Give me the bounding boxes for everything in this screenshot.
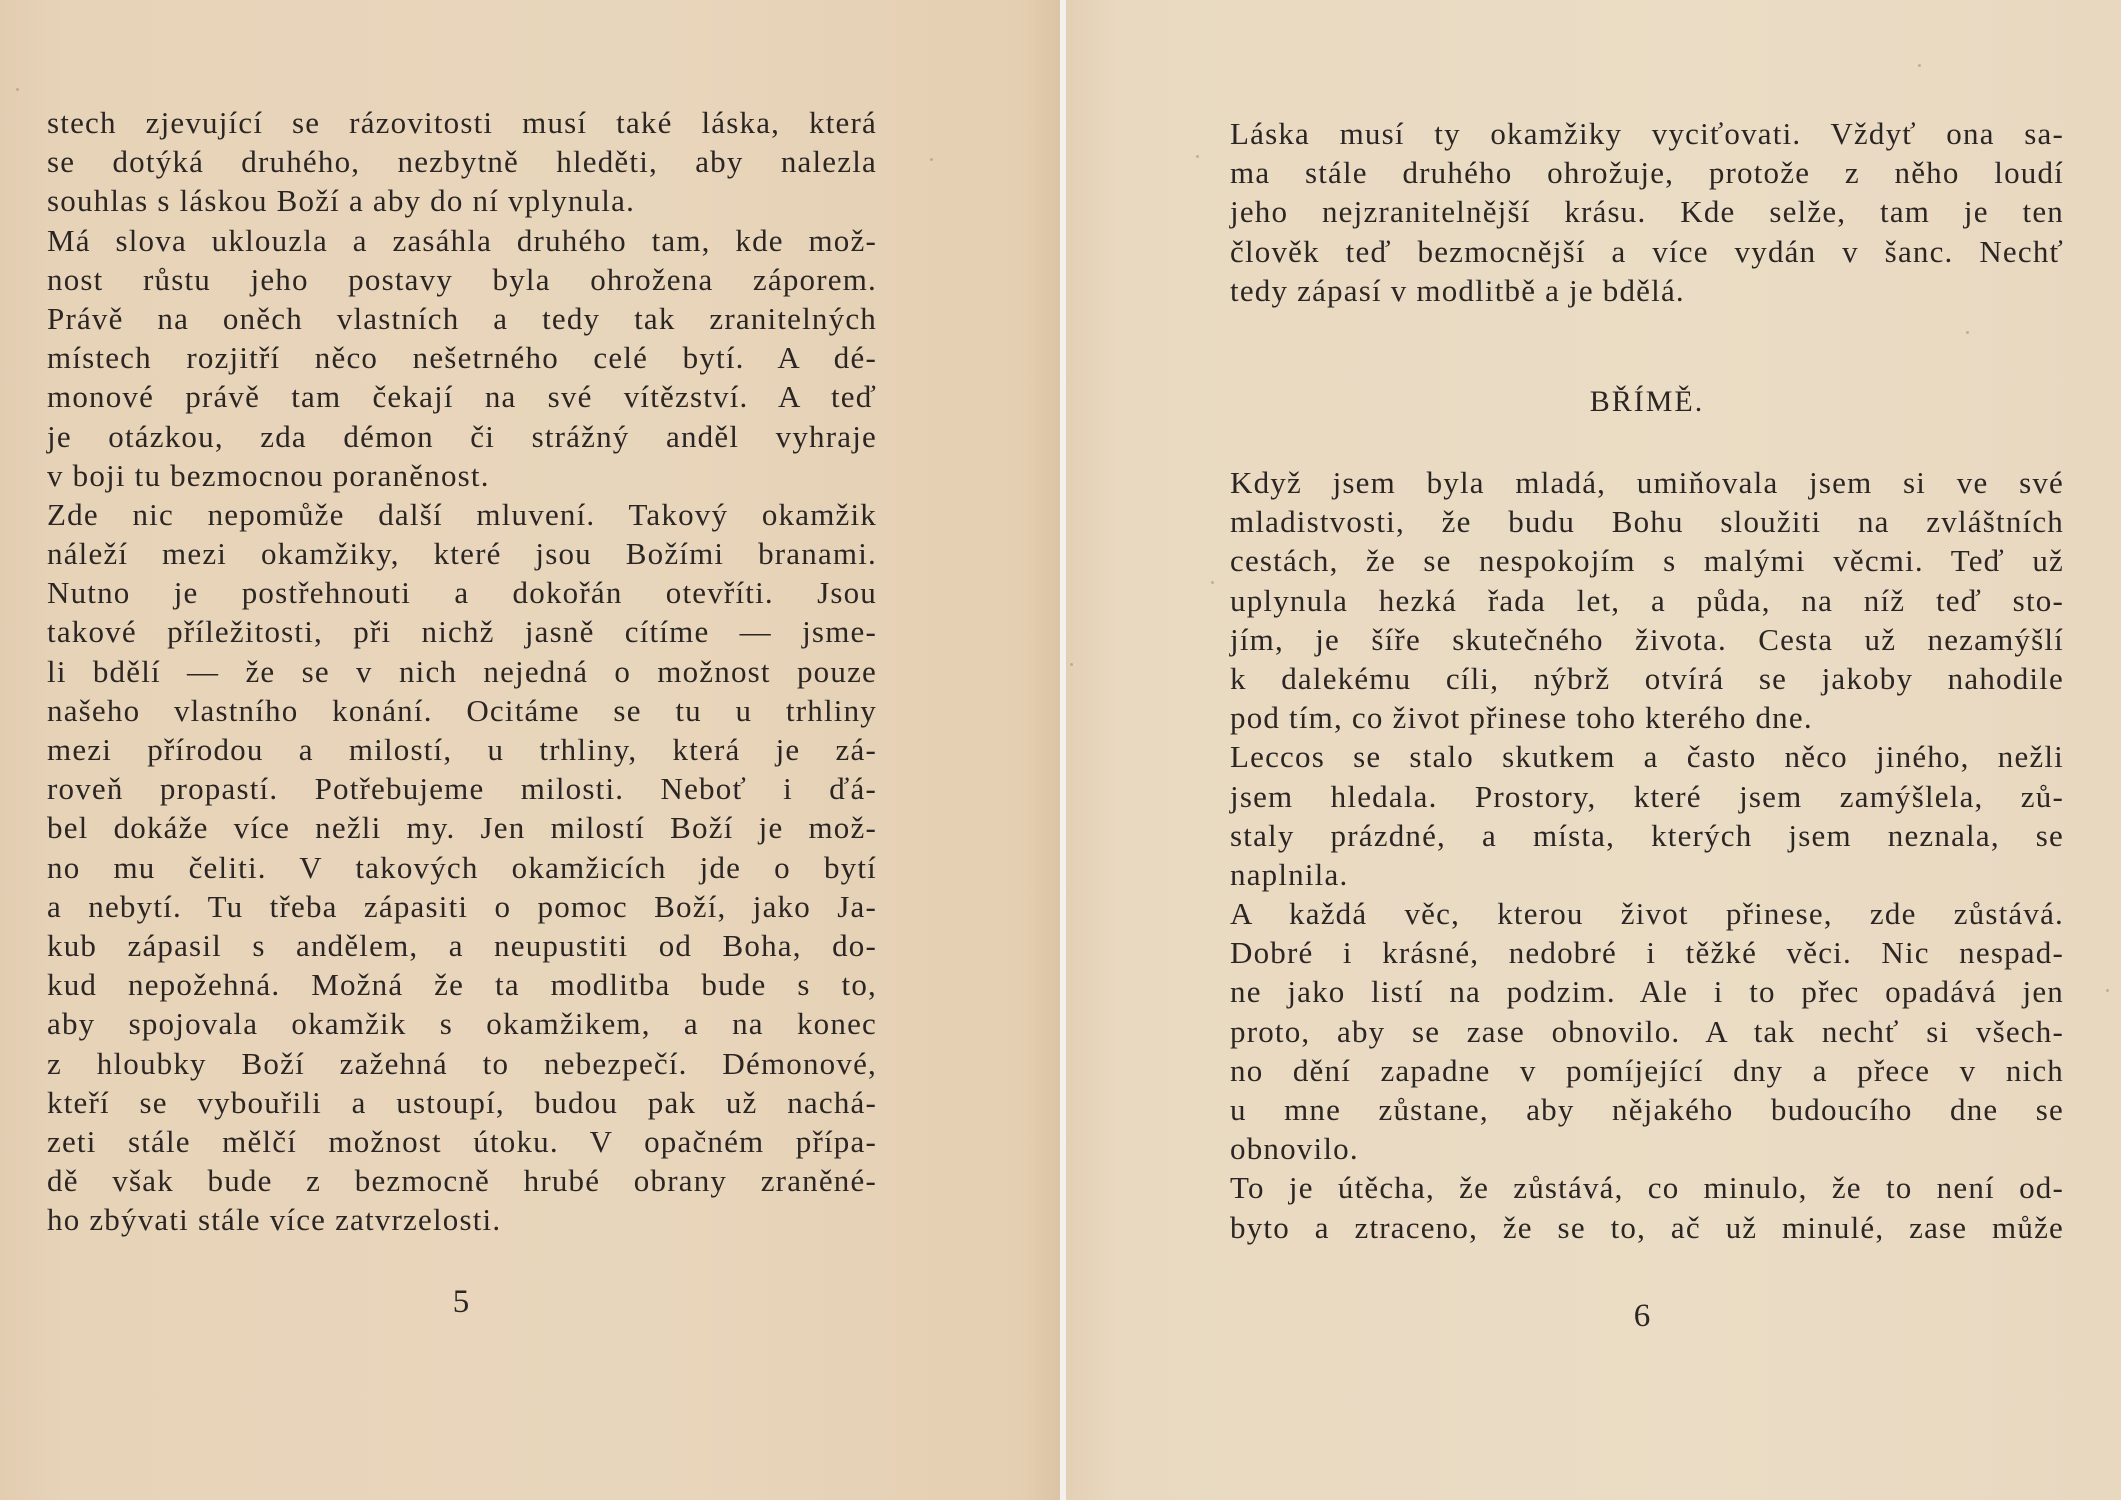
- paper-speck: [1196, 155, 1199, 158]
- text-line: mezi přírodou a milostí, u trhliny, která je zá-: [47, 732, 877, 767]
- text-line: Když jsem byla mladá, umiňovala jsem si ve své: [1230, 465, 2064, 500]
- paper-speck: [1918, 64, 1921, 67]
- text-line: jsem hledala. Prostory, které jsem zamýšlela, zů-: [1230, 778, 2064, 814]
- text-line: monové právě tam čekají na své vítězství. A teď: [47, 379, 877, 415]
- paper-speck: [1966, 331, 1969, 334]
- text-line: aby spojovala okamžik s okamžikem, a na konec: [47, 1006, 877, 1042]
- text-line: jím, je šíře skutečného života. Cesta už nezamýšlí: [1230, 621, 2064, 657]
- text-line: ne jako listí na podzim. Ale i to přec opadává jen: [1230, 974, 2064, 1010]
- text-line: kub zápasil s andělem, a neupustiti od Boha, do-: [47, 927, 877, 963]
- text-line: k dalekému cíli, nýbrž otvírá se jakoby nahodile: [1230, 660, 2064, 696]
- paper-speck: [16, 88, 19, 91]
- text-line: tedy zápasí v modlitbě a je bdělá.: [1230, 272, 1685, 308]
- text-line: Právě na oněch vlastních a tedy tak zranitelných: [47, 300, 877, 336]
- text-line: nost růstu jeho postavy byla ohrožena záporem.: [47, 261, 877, 297]
- text-line: ho zbývati stále více zatvrzelosti.: [47, 1202, 502, 1238]
- section-heading: BŘÍMĚ.: [1589, 385, 1705, 418]
- text-line: Leccos se stalo skutkem a často něco jiného, nežli: [1230, 739, 2064, 775]
- text-line: Nutno je postřehnouti a dokořán otevříti. Jsou: [47, 575, 877, 611]
- paper-speck: [1211, 581, 1214, 584]
- text-line: a nebytí. Tu třeba zápasiti o pomoc Boží, jako Ja-: [47, 888, 877, 924]
- text-line: náleží mezi okamžiky, které jsou Božími branami.: [47, 536, 877, 572]
- right-page-intro: [1230, 114, 2064, 310]
- text-line: obnovilo.: [1230, 1131, 1359, 1167]
- text-line: staly prázdné, a místa, kterých jsem neznala, se: [1230, 817, 2064, 853]
- text-line: jeho nejzranitelnější krásu. Kde selže, tam je ten: [1230, 194, 2064, 230]
- text-line: kud nepožehná. Možná že ta modlitba bude s to,: [47, 967, 877, 1003]
- text-line: naplnila.: [1230, 856, 1349, 892]
- text-line: ma stále druhého ohrožuje, protože z něho loudí: [1230, 155, 2064, 191]
- paper-speck: [930, 158, 933, 161]
- text-line: To je útěcha, že zůstává, co minulo, že to není od-: [1230, 1170, 2064, 1206]
- text-line: místech rozjitří něco nešetrného celé bytí. A dé-: [47, 340, 877, 376]
- text-line: takové příležitosti, při nichž jasně cítíme — jsme-: [47, 614, 877, 650]
- page-number-right: 6: [1633, 1298, 1651, 1334]
- text-line: uplynula hezká řada let, a půda, na níž teď sto-: [1230, 582, 2064, 618]
- text-line: se dotýká druhého, nezbytně hleděti, aby nalezla: [47, 144, 877, 180]
- text-line: mladistvosti, že budu Bohu sloužiti na zvláštních: [1230, 504, 2064, 540]
- text-line: je otázkou, zda démon či strážný anděl vyhraje: [47, 418, 877, 454]
- text-line: cestách, že se nespokojím s malými věcmi. Teď už: [1230, 543, 2064, 579]
- text-line: A každá věc, kterou život přinese, zde zůstává.: [1230, 896, 2064, 932]
- text-line: kteří se vybouřili a ustoupí, budou pak už nachá-: [47, 1084, 877, 1120]
- text-line: Láska musí ty okamžiky vyciťovati. Vždyť ona sa-: [1230, 116, 2064, 151]
- text-line: souhlas s láskou Boží a aby do ní vplynula.: [47, 183, 636, 219]
- text-line: no mu čeliti. V takových okamžicích jde o bytí: [47, 849, 877, 885]
- text-line: stech zjevující se rázovitosti musí také láska, která: [47, 105, 877, 140]
- text-line: li bdělí — že se v nich nejedná o možnost pouze: [47, 653, 877, 689]
- text-line: Má slova uklouzla a zasáhla druhého tam, kde mož-: [47, 222, 877, 258]
- text-line: pod tím, co život přinese toho kterého dne.: [1230, 700, 1813, 736]
- text-line: člověk teď bezmocnější a více vydán v šanc. Nechť: [1230, 233, 2064, 269]
- text-line: no dění zapadne v pomíjející dny a přece v nich: [1230, 1052, 2064, 1088]
- text-line: Zde nic nepomůže další mluvení. Takový okamžik: [47, 496, 877, 532]
- text-line: u mne zůstane, aby nějakého budoucího dne se: [1230, 1092, 2064, 1127]
- text-line: v boji tu bezmocnou poraněnost.: [47, 457, 490, 493]
- paper-speck: [2106, 989, 2109, 992]
- right-page-body: [1230, 463, 2064, 1247]
- text-line: zeti stále mělčí možnost útoku. V opačném přípa-: [47, 1123, 877, 1159]
- paper-speck: [1070, 663, 1073, 666]
- text-line: proto, aby se zase obnovilo. A tak nechť si všech-: [1230, 1013, 2064, 1049]
- text-line: dě však bude z bezmocně hrubé obrany zraněné-: [47, 1163, 877, 1199]
- text-line: bel dokáže více nežli my. Jen milostí Boží je mož-: [47, 810, 877, 846]
- left-page-body: [47, 103, 877, 1239]
- text-line: z hloubky Boží zažehná to nebezpečí. Démonové,: [47, 1045, 877, 1081]
- text-line: Dobré i krásné, nedobré i těžké věci. Nic nespad-: [1230, 935, 2064, 971]
- page-number-left: 5: [452, 1284, 470, 1320]
- text-line: byto a ztraceno, že se to, ač už minulé, zase může: [1230, 1209, 2064, 1245]
- text-line: našeho vlastního konání. Ocitáme se tu u trhliny: [47, 692, 877, 728]
- text-line: roveň propastí. Potřebujeme milosti. Neboť i ďá-: [47, 771, 877, 807]
